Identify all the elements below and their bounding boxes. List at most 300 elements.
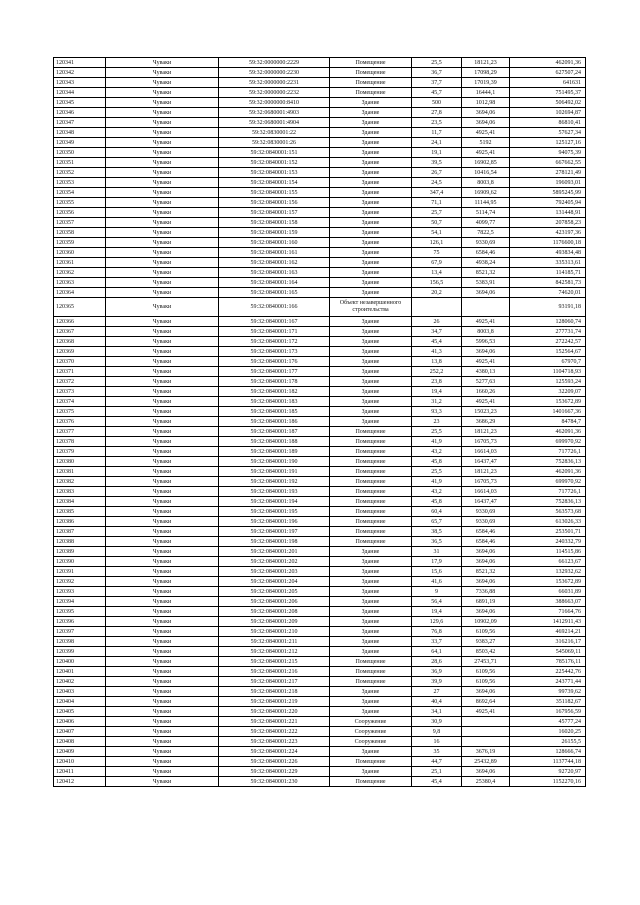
object-type-cell: Помещение [330, 427, 412, 437]
cadastral-value-cell: 462091,36 [510, 427, 586, 437]
table-row [54, 98, 586, 108]
settlement-name-cell: Чуваки [106, 188, 219, 198]
settlement-name-cell: Чуваки [106, 497, 219, 507]
row-number-cell: 120387 [54, 527, 106, 537]
cadastral-value-cell: 93191,18 [510, 298, 586, 317]
specific-value-cell: 4925,41 [462, 707, 510, 717]
cadastral-number-cell: 59:32:0840001:205 [219, 587, 330, 597]
table-row [54, 158, 586, 168]
cadastral-number-cell: 59:32:0840001:224 [219, 747, 330, 757]
area-cell: 36,5 [412, 537, 462, 547]
table-row [54, 337, 586, 347]
cadastral-number-cell: 59:32:0840001:176 [219, 357, 330, 367]
row-number-cell: 120376 [54, 417, 106, 427]
cadastral-number-cell: 59:32:0840001:211 [219, 637, 330, 647]
cadastral-number-cell: 59:32:0840001:158 [219, 218, 330, 228]
settlement-name-cell: Чуваки [106, 587, 219, 597]
object-type-cell: Здание [330, 128, 412, 138]
specific-value-cell: 6109,56 [462, 677, 510, 687]
row-number-cell: 120394 [54, 597, 106, 607]
specific-value-cell [462, 298, 510, 317]
cadastral-value-cell: 545069,11 [510, 647, 586, 657]
cadastral-number-cell: 59:32:0680001:4904 [219, 118, 330, 128]
area-cell: 252,2 [412, 367, 462, 377]
settlement-name-cell: Чуваки [106, 228, 219, 238]
specific-value-cell: 16437,47 [462, 457, 510, 467]
cadastral-value-cell: 842581,73 [510, 278, 586, 288]
row-number-cell: 120362 [54, 268, 106, 278]
area-cell [412, 298, 462, 317]
row-number-cell: 120351 [54, 158, 106, 168]
row-number-cell: 120372 [54, 377, 106, 387]
row-number-cell: 120354 [54, 188, 106, 198]
settlement-name-cell: Чуваки [106, 447, 219, 457]
cadastral-number-cell: 59:32:0000000:2230 [219, 68, 330, 78]
settlement-name-cell: Чуваки [106, 178, 219, 188]
cadastral-value-cell: 627507,24 [510, 68, 586, 78]
area-cell: 25,7 [412, 208, 462, 218]
cadastral-number-cell: 59:32:0840001:161 [219, 248, 330, 258]
settlement-name-cell: Чуваки [106, 457, 219, 467]
row-number-cell: 120401 [54, 667, 106, 677]
table-row [54, 747, 586, 757]
table-row [54, 697, 586, 707]
settlement-name-cell: Чуваки [106, 507, 219, 517]
table-row [54, 527, 586, 537]
table-row [54, 777, 586, 787]
row-number-cell: 120389 [54, 547, 106, 557]
table-row [54, 727, 586, 737]
area-cell: 9 [412, 587, 462, 597]
table-row [54, 467, 586, 477]
object-type-cell: Здание [330, 327, 412, 337]
table-row [54, 667, 586, 677]
cadastral-value-cell: 74620,01 [510, 288, 586, 298]
cadastral-number-cell: 59:32:0840001:159 [219, 228, 330, 238]
table-row [54, 148, 586, 158]
specific-value-cell: 5383,91 [462, 278, 510, 288]
cadastral-value-cell: 125127,16 [510, 138, 586, 148]
row-number-cell: 120359 [54, 238, 106, 248]
area-cell: 39,5 [412, 158, 462, 168]
cadastral-number-cell: 59:32:0840001:209 [219, 617, 330, 627]
table-row [54, 118, 586, 128]
row-number-cell: 120410 [54, 757, 106, 767]
table-row [54, 278, 586, 288]
specific-value-cell: 18121,23 [462, 58, 510, 68]
cadastral-number-cell: 59:32:0840001:192 [219, 477, 330, 487]
cadastral-number-cell: 59:32:0840001:210 [219, 627, 330, 637]
specific-value-cell: 16614,03 [462, 447, 510, 457]
row-number-cell: 120350 [54, 148, 106, 158]
table-row [54, 108, 586, 118]
area-cell: 56,4 [412, 597, 462, 607]
area-cell: 15,6 [412, 567, 462, 577]
specific-value-cell: 6584,46 [462, 248, 510, 258]
area-cell: 41,9 [412, 477, 462, 487]
object-type-cell: Здание [330, 98, 412, 108]
table-row [54, 387, 586, 397]
settlement-name-cell: Чуваки [106, 208, 219, 218]
area-cell: 33,7 [412, 637, 462, 647]
table-row [54, 737, 586, 747]
cadastral-number-cell: 59:32:0840001:167 [219, 317, 330, 327]
specific-value-cell: 7336,88 [462, 587, 510, 597]
object-type-cell: Здание [330, 168, 412, 178]
object-type-cell: Здание [330, 627, 412, 637]
cadastral-number-cell: 59:32:0840001:229 [219, 767, 330, 777]
settlement-name-cell: Чуваки [106, 397, 219, 407]
cadastral-value-cell: 785176,11 [510, 657, 586, 667]
cadastral-value-cell: 335313,61 [510, 258, 586, 268]
cadastral-value-cell: 506492,02 [510, 98, 586, 108]
cadastral-value-cell: 128666,74 [510, 747, 586, 757]
row-number-cell: 120369 [54, 347, 106, 357]
cadastral-number-cell: 59:32:0840001:165 [219, 288, 330, 298]
cadastral-number-cell: 59:32:0840001:183 [219, 397, 330, 407]
settlement-name-cell: Чуваки [106, 687, 219, 697]
table-row [54, 218, 586, 228]
row-number-cell: 120392 [54, 577, 106, 587]
row-number-cell: 120397 [54, 627, 106, 637]
row-number-cell: 120363 [54, 278, 106, 288]
area-cell: 13,8 [412, 357, 462, 367]
object-type-cell: Объект незавершенного строительства [330, 298, 412, 317]
cadastral-value-cell: 5895245,99 [510, 188, 586, 198]
cadastral-value-cell: 462091,36 [510, 58, 586, 68]
area-cell: 35 [412, 747, 462, 757]
object-type-cell: Здание [330, 258, 412, 268]
settlement-name-cell: Чуваки [106, 607, 219, 617]
table-row [54, 607, 586, 617]
object-type-cell: Помещение [330, 467, 412, 477]
cadastral-value-cell: 272242,57 [510, 337, 586, 347]
row-number-cell: 120396 [54, 617, 106, 627]
row-number-cell: 120380 [54, 457, 106, 467]
cadastral-value-cell: 67970,7 [510, 357, 586, 367]
cadastral-number-cell: 59:32:0000000:8410 [219, 98, 330, 108]
cadastral-number-cell: 59:32:0840001:208 [219, 607, 330, 617]
specific-value-cell: 17019,39 [462, 78, 510, 88]
specific-value-cell: 3694,06 [462, 687, 510, 697]
row-number-cell: 120358 [54, 228, 106, 238]
table-row [54, 557, 586, 567]
settlement-name-cell: Чуваки [106, 667, 219, 677]
cadastral-value-cell: 462091,36 [510, 467, 586, 477]
object-type-cell: Помещение [330, 667, 412, 677]
table-row [54, 78, 586, 88]
row-number-cell: 120386 [54, 517, 106, 527]
table-row [54, 248, 586, 258]
settlement-name-cell: Чуваки [106, 737, 219, 747]
cadastral-value-cell: 388663,07 [510, 597, 586, 607]
object-type-cell: Здание [330, 577, 412, 587]
cadastral-number-cell: 59:32:0840001:215 [219, 657, 330, 667]
row-number-cell: 120360 [54, 248, 106, 258]
row-number-cell: 120344 [54, 88, 106, 98]
row-number-cell: 120375 [54, 407, 106, 417]
table-row [54, 268, 586, 278]
area-cell: 54,1 [412, 228, 462, 238]
settlement-name-cell: Чуваки [106, 777, 219, 787]
row-number-cell: 120365 [54, 298, 106, 317]
cadastral-number-cell: 59:32:0840001:195 [219, 507, 330, 517]
cadastral-number-cell: 59:32:0840001:222 [219, 727, 330, 737]
specific-value-cell: 4925,41 [462, 397, 510, 407]
cadastral-value-cell: 153672,89 [510, 397, 586, 407]
table-row [54, 238, 586, 248]
row-number-cell: 120381 [54, 467, 106, 477]
object-type-cell: Здание [330, 377, 412, 387]
cadastral-number-cell: 59:32:0840001:185 [219, 407, 330, 417]
area-cell: 44,7 [412, 757, 462, 767]
cadastral-value-cell: 152564,67 [510, 347, 586, 357]
cadastral-value-cell: 563573,68 [510, 507, 586, 517]
row-number-cell: 120399 [54, 647, 106, 657]
specific-value-cell: 25380,4 [462, 777, 510, 787]
area-cell: 43,2 [412, 447, 462, 457]
settlement-name-cell: Чуваки [106, 108, 219, 118]
specific-value-cell: 3694,06 [462, 557, 510, 567]
object-type-cell: Здание [330, 747, 412, 757]
cadastral-number-cell: 59:32:0840001:166 [219, 298, 330, 317]
table-row [54, 168, 586, 178]
object-type-cell: Здание [330, 417, 412, 427]
object-type-cell: Здание [330, 178, 412, 188]
object-type-cell: Здание [330, 278, 412, 288]
settlement-name-cell: Чуваки [106, 118, 219, 128]
table-row [54, 88, 586, 98]
table-row [54, 757, 586, 767]
settlement-name-cell: Чуваки [106, 727, 219, 737]
table-row [54, 717, 586, 727]
settlement-name-cell: Чуваки [106, 597, 219, 607]
cadastral-number-cell: 59:32:0840001:217 [219, 677, 330, 687]
settlement-name-cell: Чуваки [106, 717, 219, 727]
cadastral-number-cell: 59:32:0840001:187 [219, 427, 330, 437]
object-type-cell: Помещение [330, 88, 412, 98]
cadastral-value-cell: 493834,48 [510, 248, 586, 258]
area-cell: 60,4 [412, 507, 462, 517]
settlement-name-cell: Чуваки [106, 407, 219, 417]
table-row [54, 707, 586, 717]
table-row [54, 637, 586, 647]
settlement-name-cell: Чуваки [106, 58, 219, 68]
specific-value-cell: 1660,26 [462, 387, 510, 397]
area-cell: 24,1 [412, 138, 462, 148]
settlement-name-cell: Чуваки [106, 427, 219, 437]
cadastral-number-cell: 59:32:0840001:194 [219, 497, 330, 507]
area-cell: 93,3 [412, 407, 462, 417]
settlement-name-cell: Чуваки [106, 767, 219, 777]
row-number-cell: 120347 [54, 118, 106, 128]
table-row [54, 347, 586, 357]
cadastral-value-table [53, 57, 586, 787]
cadastral-number-cell: 59:32:0840001:177 [219, 367, 330, 377]
area-cell: 39,9 [412, 677, 462, 687]
settlement-name-cell: Чуваки [106, 268, 219, 278]
settlement-name-cell: Чуваки [106, 288, 219, 298]
row-number-cell: 120370 [54, 357, 106, 367]
settlement-name-cell: Чуваки [106, 347, 219, 357]
table-row [54, 58, 586, 68]
table-row [54, 317, 586, 327]
area-cell: 40,4 [412, 697, 462, 707]
object-type-cell: Здание [330, 198, 412, 208]
table-row [54, 407, 586, 417]
cadastral-number-cell: 59:32:0840001:204 [219, 577, 330, 587]
specific-value-cell: 8003,8 [462, 327, 510, 337]
object-type-cell: Здание [330, 567, 412, 577]
table-row [54, 587, 586, 597]
area-cell: 25,5 [412, 58, 462, 68]
cadastral-value-cell: 196093,01 [510, 178, 586, 188]
row-number-cell: 120403 [54, 687, 106, 697]
area-cell: 19,1 [412, 148, 462, 158]
cadastral-value-cell: 114515,86 [510, 547, 586, 557]
row-number-cell: 120355 [54, 198, 106, 208]
row-number-cell: 120345 [54, 98, 106, 108]
object-type-cell: Здание [330, 767, 412, 777]
area-cell: 16 [412, 737, 462, 747]
area-cell: 27,8 [412, 108, 462, 118]
object-type-cell: Здание [330, 557, 412, 567]
cadastral-number-cell: 59:32:0840001:202 [219, 557, 330, 567]
specific-value-cell: 6109,56 [462, 627, 510, 637]
object-type-cell: Помещение [330, 477, 412, 487]
specific-value-cell: 3694,06 [462, 118, 510, 128]
area-cell: 45,8 [412, 497, 462, 507]
object-type-cell: Здание [330, 637, 412, 647]
settlement-name-cell: Чуваки [106, 68, 219, 78]
cadastral-value-cell: 641631 [510, 78, 586, 88]
row-number-cell: 120382 [54, 477, 106, 487]
specific-value-cell: 6109,56 [462, 667, 510, 677]
settlement-name-cell: Чуваки [106, 437, 219, 447]
object-type-cell: Помещение [330, 537, 412, 547]
settlement-name-cell: Чуваки [106, 467, 219, 477]
cadastral-value-cell: 792405,94 [510, 198, 586, 208]
settlement-name-cell: Чуваки [106, 517, 219, 527]
row-number-cell: 120412 [54, 777, 106, 787]
area-cell: 76,8 [412, 627, 462, 637]
table-row [54, 517, 586, 527]
specific-value-cell: 3676,19 [462, 747, 510, 757]
settlement-name-cell: Чуваки [106, 527, 219, 537]
object-type-cell: Помещение [330, 657, 412, 667]
object-type-cell: Помещение [330, 78, 412, 88]
table-row [54, 208, 586, 218]
row-number-cell: 120377 [54, 427, 106, 437]
cadastral-number-cell: 59:32:0000000:2232 [219, 88, 330, 98]
settlement-name-cell: Чуваки [106, 158, 219, 168]
table-row [54, 487, 586, 497]
area-cell: 25,1 [412, 767, 462, 777]
cadastral-number-cell: 59:32:0840001:188 [219, 437, 330, 447]
settlement-name-cell: Чуваки [106, 547, 219, 557]
specific-value-cell: 9330,69 [462, 507, 510, 517]
settlement-name-cell: Чуваки [106, 148, 219, 158]
area-cell: 25,5 [412, 467, 462, 477]
specific-value-cell: 4925,41 [462, 317, 510, 327]
cadastral-value-cell: 26155,5 [510, 737, 586, 747]
specific-value-cell: 4925,41 [462, 148, 510, 158]
specific-value-cell: 6891,19 [462, 597, 510, 607]
object-type-cell: Здание [330, 387, 412, 397]
settlement-name-cell: Чуваки [106, 677, 219, 687]
specific-value-cell: 16444,1 [462, 88, 510, 98]
row-number-cell: 120371 [54, 367, 106, 377]
settlement-name-cell: Чуваки [106, 647, 219, 657]
cadastral-number-cell: 59:32:0840001:172 [219, 337, 330, 347]
cadastral-value-cell: 114185,71 [510, 268, 586, 278]
cadastral-number-cell: 59:32:0840001:156 [219, 198, 330, 208]
table-row [54, 647, 586, 657]
area-cell: 23 [412, 417, 462, 427]
cadastral-value-cell: 253501,71 [510, 527, 586, 537]
row-number-cell: 120374 [54, 397, 106, 407]
cadastral-number-cell: 59:32:0840001:206 [219, 597, 330, 607]
object-type-cell: Здание [330, 188, 412, 198]
area-cell: 156,5 [412, 278, 462, 288]
table-row [54, 397, 586, 407]
area-cell: 25,5 [412, 427, 462, 437]
cadastral-value-cell: 125593,24 [510, 377, 586, 387]
area-cell: 9,8 [412, 727, 462, 737]
object-type-cell: Помещение [330, 487, 412, 497]
settlement-name-cell: Чуваки [106, 238, 219, 248]
object-type-cell: Помещение [330, 68, 412, 78]
object-type-cell: Здание [330, 357, 412, 367]
cadastral-number-cell: 59:32:0840001:191 [219, 467, 330, 477]
cadastral-value-cell: 1152270,16 [510, 777, 586, 787]
cadastral-number-cell: 59:32:0840001:203 [219, 567, 330, 577]
specific-value-cell [462, 727, 510, 737]
cadastral-number-cell: 59:32:0840001:230 [219, 777, 330, 787]
specific-value-cell: 4925,41 [462, 128, 510, 138]
table-row [54, 437, 586, 447]
cadastral-value-cell: 351182,67 [510, 697, 586, 707]
object-type-cell: Помещение [330, 457, 412, 467]
cadastral-number-cell: 59:32:0840001:196 [219, 517, 330, 527]
specific-value-cell: 1012,98 [462, 98, 510, 108]
cadastral-value-cell: 613026,33 [510, 517, 586, 527]
row-number-cell: 120385 [54, 507, 106, 517]
table-row [54, 597, 586, 607]
cadastral-value-cell: 751495,37 [510, 88, 586, 98]
area-cell: 67,9 [412, 258, 462, 268]
specific-value-cell: 3694,06 [462, 547, 510, 557]
area-cell: 13,4 [412, 268, 462, 278]
cadastral-value-cell: 128060,74 [510, 317, 586, 327]
area-cell: 34,7 [412, 327, 462, 337]
cadastral-value-cell: 752836,13 [510, 497, 586, 507]
cadastral-value-cell: 66031,89 [510, 587, 586, 597]
cadastral-value-cell: 153672,89 [510, 577, 586, 587]
row-number-cell: 120400 [54, 657, 106, 667]
cadastral-value-cell: 1137744,18 [510, 757, 586, 767]
settlement-name-cell: Чуваки [106, 417, 219, 427]
settlement-name-cell: Чуваки [106, 248, 219, 258]
area-cell: 24,5 [412, 178, 462, 188]
row-number-cell: 120343 [54, 78, 106, 88]
object-type-cell: Здание [330, 597, 412, 607]
specific-value-cell: 15023,23 [462, 407, 510, 417]
row-number-cell: 120391 [54, 567, 106, 577]
specific-value-cell: 3694,06 [462, 607, 510, 617]
cadastral-number-cell: 59:32:0840001:220 [219, 707, 330, 717]
cadastral-value-cell: 717726,1 [510, 487, 586, 497]
